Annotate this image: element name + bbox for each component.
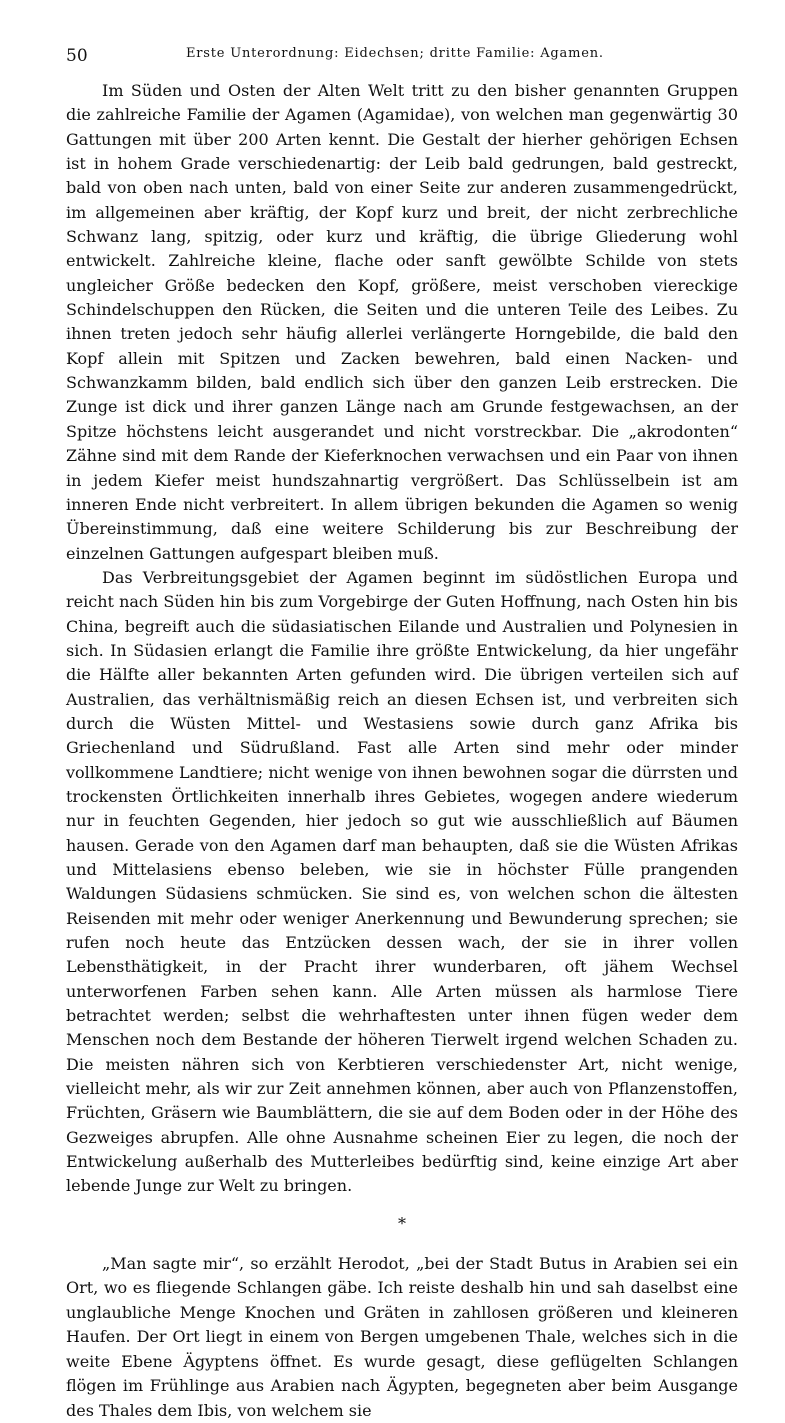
page-number: 50 [66,46,88,66]
page-header [66,40,738,70]
section-separator: * [398,1213,406,1233]
paragraph-agamen-distribution: Das Verbreitungsgebiet der Agamen beginnt im südöstlichen Europa und reicht nach Süden hin bis zum Vorgebirge der Guten Hoffnung, nach Osten hin bis China, begreift auch die südasiatischen Eilande und Australien und Polynesien in sich. In Südasien erlangt die Familie ihre größte Entwickelung, da hier ungefähr die Hälfte aller bekannten Arten gefunden wird. Die übrigen verteilen sich auf Australien, das verhältnismäßig reich an diesen Echsen ist, und verbreiten sich durch die Wüsten Mittel- und Westasiens sowie durch ganz Afrika bis Griechenland und Südrußland. Fast alle Arten sind mehr oder minder vollkommene Landtiere; nicht wenige von ihnen bewohnen sogar die dürrsten und trockensten Örtlichkeiten innerhalb ihres Gebietes, wogegen andere wiederum nur in feuchten Gegenden, hier jedoch so gut wie ausschließlich auf Bäumen hausen. Gerade von den Agamen darf man behaupten, daß sie die Wüsten Afrikas und Mittelasiens ebenso beleben, wie sie in höchster Fülle prangenden Waldungen Südasiens schmücken. Sie sind es, von welchen schon die ältesten Reisenden mit mehr oder weniger Anerkennung und Bewunderung sprechen; sie rufen noch heute das Entzücken dessen wach, der sie in ihrer vollen Lebensthätigkeit, in der Pracht ihrer wunderbaren, oft jähem Wechsel unterworfenen Farben sehen kann. Alle Arten müssen als harmlose Tiere betrachtet werden; selbst die wehrhaftesten unter ihnen fügen weder dem Menschen noch dem Bestande der höheren Tierwelt irgend welchen Schaden zu. Die meisten nähren sich von Kerbtieren verschiedenster Art, nicht wenige, vielleicht mehr, als wir zur Zeit annehmen können, aber auch von Pflanzenstoffen, Früchten, Gräsern wie Baumblättern, die sie auf dem Boden oder in der Höhe des Gezweiges abrupfen. Alle ohne Ausnahme scheinen Eier zu legen, die noch der Entwickelung außerhalb des Mutterleibes bedürftig sind, keine einzige Art aber lebende Junge zur Welt zu bringen. [66,567,738,1196]
paragraph-agamen-description: Im Süden und Osten der Alten Welt tritt zu den bisher genannten Gruppen die zahlreiche Familie der Agamen (Agamidae), von welchen man gegenwärtig 30 Gattungen mit über 200 Arten kennt. Die Gestalt der hierher gehörigen Echsen ist in hohem Grade verschiedenartig: der Leib bald gedrungen, bald gestreckt, bald von oben nach unten, bald von einer Seite zur anderen zusammengedrückt, im allgemeinen aber kräftig, der Kopf kurz und breit, der nicht zerbrechliche Schwanz lang, spitzig, oder kurz und kräftig, die übrige Gliederung wohl entwickelt. Zahlreiche kleine, flache oder sanft gewölbte Schilde von stets ungleicher Größe bedecken den Kopf, größere, meist verschoben viereckige Schindelschuppen den Rücken, die Seiten und die unteren Teile des Leibes. Zu ihnen treten jedoch sehr häufig allerlei verlängerte Horngebilde, die bald den Kopf allein mit Spitzen und Zacken bewehren, bald einen Nacken- und Schwanzkamm bilden, bald endlich sich über den ganzen Leib erstrecken. Die Zunge ist dick und ihrer ganzen Länge nach am Grunde festgewachsen, an der Spitze höchstens leicht ausgerandet und nicht vorstreckbar. Die „akrodonten“ Zähne sind mit dem Rande der Kieferknochen verwachsen und ein Paar von ihnen in jedem Kiefer meist hundszahnartig vergrößert. Das Schlüsselbein ist am inneren Ende nicht verbreitert. In allem übrigen bekunden die Agamen so wenig Übereinstimmung, daß eine weitere Schilderung bis zur Beschreibung der einzelnen Gattungen aufgespart bleiben muß. [66,81,738,563]
body-text [66,79,738,1423]
running-head: Erste Unterordnung: Eidechsen; dritte Familie: Agamen. [186,46,604,61]
paragraph-herodot-quote: „Man sagte mir“, so erzählt Herodot, „bei der Stadt Butus in Arabien sei ein Ort, wo es fliegende Schlangen gäbe. Ich reiste deshalb hin und sah daselbst eine unglaubliche Menge Knochen und Gräten in zahllosen größeren und kleineren Haufen. Der Ort liegt in einem von Bergen umgebenen Thale, welches sich in die weite Ebene Ägyptens öffnet. Es wurde gesagt, diese geflügelten Schlangen flögen im Frühlinge aus Arabien nach Ägypten, begegneten aber beim Ausgange des Thales dem Ibis, von welchem sie [66,1253,738,1420]
